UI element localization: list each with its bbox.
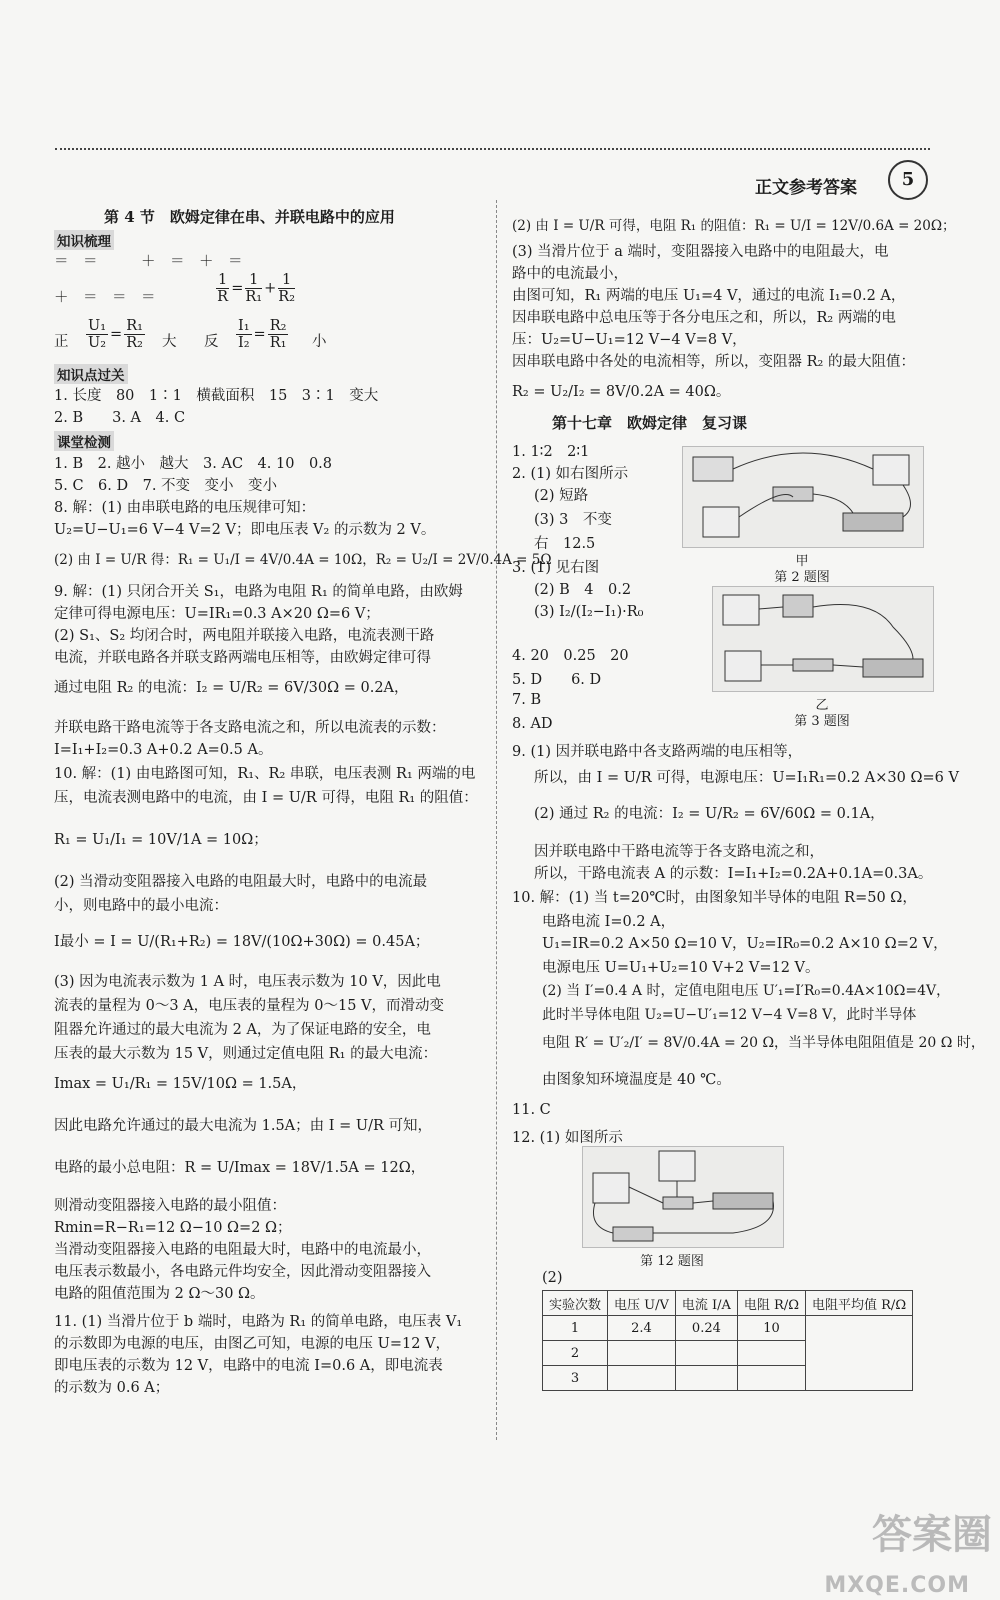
- tag-class-test: 课堂检测: [54, 431, 114, 451]
- table-cell: [737, 1341, 805, 1366]
- formula-parallel-resistance: $\frac{1}{R}$ = $\frac{1}{\text{R₁}}$ + $\frac{1}{\text{R₂}}$: [217, 272, 296, 305]
- text-line: 定律可得电源电压：U=IR₁=0.3 A×20 Ω=6 V；: [54, 606, 380, 622]
- text-line: 因串联电路中各处的电流相等，所以，变阻器 R₂ 的最大阻值：: [512, 354, 915, 370]
- table-header-cell: 电阻平均值 R/Ω: [806, 1291, 913, 1316]
- table-cell: [675, 1366, 737, 1391]
- figure-caption: 第 3 题图: [794, 714, 850, 729]
- text-line: 10. 解：(1) 当 t=20℃时，由图象知半导体的电阻 R=50 Ω，: [512, 890, 917, 906]
- table-header-row: [543, 1291, 913, 1316]
- text-line: 电路电流 I=0.2 A，: [542, 914, 676, 930]
- text-line: I=I₁+I₂=0.3 A+0.2 A=0.5 A。: [54, 742, 273, 758]
- text-line: 电流，并联电路各并联支路两端电压相等，由欧姆定律可得: [54, 650, 431, 666]
- text-line: 1. 1∶2 2∶1: [512, 444, 590, 460]
- text-line: 的示数为 0.6 A；: [54, 1380, 170, 1396]
- figure-caption: 第 2 题图: [774, 570, 830, 585]
- text-line: 大: [162, 334, 177, 350]
- chapter-title: 第十七章 欧姆定律 复习课: [552, 414, 748, 432]
- text-line: (2) 由 I = U/R 可得，电阻 R₁ 的阻值：R₁ = U/I = 12V/0.6A = 20Ω；: [512, 218, 956, 234]
- text-line: 则滑动变阻器接入电路的最小阻值：: [54, 1198, 286, 1214]
- table-row: [543, 1316, 913, 1341]
- text-line: 3. (1) 见右图: [512, 560, 600, 576]
- text-line: 9. (1) 因并联电路中各支路两端的电压相等，: [512, 744, 803, 760]
- text-line: (2) 通过 R₂ 的电流：I₂ = U/R₂ = 6V/60Ω = 0.1A，: [534, 806, 885, 822]
- text-line: 电源电压 U=U₁+U₂=10 V+2 V=12 V。: [542, 960, 820, 976]
- text-line: 11. (1) 当滑片位于 b 端时，电路为 R₁ 的简单电路，电压表 V₁: [54, 1314, 463, 1330]
- text-line: 2. (1) 如右图所示: [512, 466, 629, 482]
- circuit-diagram-icon: [713, 587, 933, 691]
- text-line: Imax = U₁/R₁ = 15V/10Ω = 1.5A，: [54, 1076, 307, 1092]
- circuit-diagram-icon: [583, 1147, 783, 1247]
- text-line: 5. C 6. D 7. 不变 变小 变小: [54, 478, 278, 494]
- circuit-figure-2: [682, 446, 924, 548]
- text-line: 1. B 2. 越小 越大 3. AC 4. 10 0.8: [54, 456, 333, 472]
- text-line: 反: [204, 334, 219, 350]
- text-line: 阻器允许通过的最大电流为 2 A，为了保证电路的安全，电: [54, 1022, 431, 1038]
- text-line: 所以，干路电流表 A 的示数：I=I₁+I₂=0.2A+0.1A=0.3A。: [534, 866, 933, 882]
- table-cell: 3: [543, 1366, 608, 1391]
- text-line: 8. 解：(1) 由串联电路的电压规律可知：: [54, 500, 316, 516]
- text-line: ＝ ＝ ＋ ＝ ＋ ＝: [54, 254, 243, 270]
- text-line: 当滑动变阻器接入电路的电阻最大时，电路中的电流最小，: [54, 1242, 431, 1258]
- text-line: ＋ ＝ ＝ ＝: [54, 290, 156, 306]
- text-line: U₂=U−U₁=6 V−4 V=2 V；即电压表 V₂ 的示数为 2 V。: [54, 522, 436, 538]
- text-line: 电路的阻值范围为 2 Ω～30 Ω。: [54, 1286, 265, 1302]
- text-line: 压：U₂=U−U₁=12 V−4 V=8 V，: [512, 332, 747, 348]
- watermark-url: MXQE.COM: [824, 1573, 970, 1598]
- table-cell: 2.4: [608, 1316, 676, 1341]
- text-line: 因并联电路中干路电流等于各支路电流之和，: [534, 844, 824, 860]
- table-cell: 1: [543, 1316, 608, 1341]
- text-line: 压表的最大示数为 15 V，则通过定值电阻 R₁ 的最大电流：: [54, 1046, 438, 1062]
- text-line: 7. B: [512, 692, 542, 708]
- table-cell: 10: [737, 1316, 805, 1341]
- text-line: 正: [54, 334, 69, 350]
- figure-caption: 第 12 题图: [640, 1254, 704, 1269]
- text-line: (3) 因为电流表示数为 1 A 时，电压表示数为 10 V，因此电: [54, 974, 441, 990]
- table-cell: 0.24: [675, 1316, 737, 1341]
- text-line: Rmin=R−R₁=12 Ω−10 Ω=2 Ω；: [54, 1220, 292, 1236]
- text-line: R₁ = U₁/I₁ = 10V/1A = 10Ω；: [54, 832, 268, 848]
- table-cell: [608, 1366, 676, 1391]
- tag-knowledge-check: 知识点过关: [54, 364, 128, 384]
- table-header-cell: 电流 I/A: [675, 1291, 737, 1316]
- text-line: (3) I₂/(I₂−I₁)·R₀: [534, 604, 644, 620]
- text-line: 小: [312, 334, 327, 350]
- text-line: (2) 当滑动变阻器接入电路的电阻最大时，电路中的电流最: [54, 874, 428, 890]
- text-line: 压，电流表测电路中的电流，由 I = U/R 可得，电阻 R₁ 的阻值：: [54, 790, 478, 806]
- watermark-logo: 答案圈: [872, 1512, 992, 1558]
- text-line: 由图象知环境温度是 40 ℃。: [542, 1072, 731, 1088]
- text-line: 2. B 3. A 4. C: [54, 410, 186, 426]
- text-line: R₂ = U₂/I₂ = 8V/0.2A = 40Ω。: [512, 384, 731, 400]
- text-line: 通过电阻 R₂ 的电流：I₂ = U/R₂ = 6V/30Ω = 0.2A，: [54, 680, 409, 696]
- page-number: 5: [888, 160, 928, 200]
- text-line: 11. C: [512, 1102, 551, 1118]
- table-header-cell: 电压 U/V: [608, 1291, 676, 1316]
- tag-knowledge-review: 知识梳理: [54, 230, 114, 250]
- text-line: I最小 = I = U/(R₁+R₂) = 18V/(10Ω+30Ω) = 0.45A；: [54, 934, 430, 950]
- text-line: 8. AD: [512, 716, 553, 732]
- text-line: 电压表示数最小，各电路元件均安全，因此滑动变阻器接入: [54, 1264, 431, 1280]
- text-line: (3) 当滑片位于 a 端时，变阻器接入电路中的电阻最大，电: [512, 244, 889, 260]
- text-line: 电阻 R′ = U′₂/I′ = 8V/0.4A = 20 Ω，当半导体电阻阻值是 20 Ω 时，: [542, 1035, 985, 1051]
- text-line: (2) S₁、S₂ 均闭合时，两电阻并联接入电路，电流表测干路: [54, 628, 435, 644]
- text-line: 5. D 6. D: [512, 672, 602, 688]
- table-header-cell: 电阻 R/Ω: [737, 1291, 805, 1316]
- formula-voltage-ratio: $\frac{\text{U₁}}{\text{U₂}}$ = $\frac{\text{R₁}}{\text{R₂}}$: [88, 318, 143, 351]
- table-cell: [737, 1366, 805, 1391]
- column-divider: [496, 200, 497, 1440]
- figure-label: 乙: [815, 698, 829, 713]
- text-line: 小，则电路中的最小电流：: [54, 898, 228, 914]
- text-line: 因此电路允许通过的最大电流为 1.5A；由 I = U/R 可知，: [54, 1118, 432, 1134]
- table-cell: 2: [543, 1341, 608, 1366]
- text-line: (2): [542, 1270, 563, 1286]
- section-title: 第 4 节 欧姆定律在串、并联电路中的应用: [104, 208, 395, 226]
- table-cell: [608, 1341, 676, 1366]
- text-line: (2) 短路: [534, 488, 589, 504]
- text-line: (2) 由 I = U/R 得：R₁ = U₁/I = 4V/0.4A = 10Ω，R₂ = U₂/I = 2V/0.4A = 5Ω: [54, 552, 552, 568]
- text-line: 并联电路干路电流等于各支路电流之和，所以电流表的示数：: [54, 720, 446, 736]
- experiment-table: [542, 1290, 913, 1391]
- text-line: (3) 3 不变: [534, 512, 612, 528]
- text-line: 所以，由 I = U/R 可得，电源电压：U=I₁R₁=0.2 A×30 Ω=6 V: [534, 770, 959, 786]
- text-line: 右 12.5: [534, 536, 596, 552]
- circuit-figure-12: [582, 1146, 784, 1248]
- circuit-diagram-icon: [683, 447, 923, 547]
- table-header-cell: 实验次数: [543, 1291, 608, 1316]
- table-cell: [675, 1341, 737, 1366]
- figure-label: 甲: [795, 554, 809, 569]
- text-line: 4. 20 0.25 20: [512, 648, 629, 664]
- text-line: 的示数即为电源的电压，由图乙可知，电源的电压 U=12 V，: [54, 1336, 451, 1352]
- header-title: 正文参考答案: [755, 178, 857, 198]
- text-line: (2) 当 I′=0.4 A 时，定值电阻电压 U′₁=I′R₀=0.4A×10Ω=4V，: [542, 983, 951, 999]
- text-line: 此时半导体电阻 U₂=U−U′₁=12 V−4 V=8 V，此时半导体: [542, 1007, 917, 1023]
- text-line: 即电压表的示数为 12 V，电路中的电流 I=0.6 A，即电流表: [54, 1358, 443, 1374]
- text-line: 12. (1) 如图所示: [512, 1130, 623, 1146]
- text-line: 因串联电路中总电压等于各分电压之和，所以，R₂ 两端的电: [512, 310, 896, 326]
- text-line: U₁=IR=0.2 A×50 Ω=10 V，U₂=IR₀=0.2 A×10 Ω=2 V，: [542, 936, 948, 952]
- text-line: 10. 解：(1) 由电路图可知，R₁、R₂ 串联，电压表测 R₁ 两端的电: [54, 766, 476, 782]
- text-line: 9. 解：(1) 只闭合开关 S₁，电路为电阻 R₁ 的简单电路，由欧姆: [54, 584, 463, 600]
- text-line: 路中的电流最小，: [512, 266, 628, 282]
- top-rule: [55, 148, 930, 150]
- text-line: 由图可知，R₁ 两端的电压 U₁=4 V，通过的电流 I₁=0.2 A，: [512, 288, 906, 304]
- circuit-figure-3: [712, 586, 934, 692]
- text-line: 流表的量程为 0～3 A，电压表的量程为 0～15 V，而滑动变: [54, 998, 445, 1014]
- table-cell: [806, 1316, 913, 1391]
- text-line: 电路的最小总电阻：R = U/Imax = 18V/1.5A = 12Ω，: [54, 1160, 426, 1176]
- formula-current-ratio: $\frac{\text{I₁}}{\text{I₂}}$ = $\frac{\text{R₂}}{\text{R₁}}$: [238, 318, 287, 351]
- text-line: 1. 长度 80 1∶1 横截面积 15 3∶1 变大: [54, 388, 379, 404]
- text-line: (2) B 4 0.2: [534, 582, 632, 598]
